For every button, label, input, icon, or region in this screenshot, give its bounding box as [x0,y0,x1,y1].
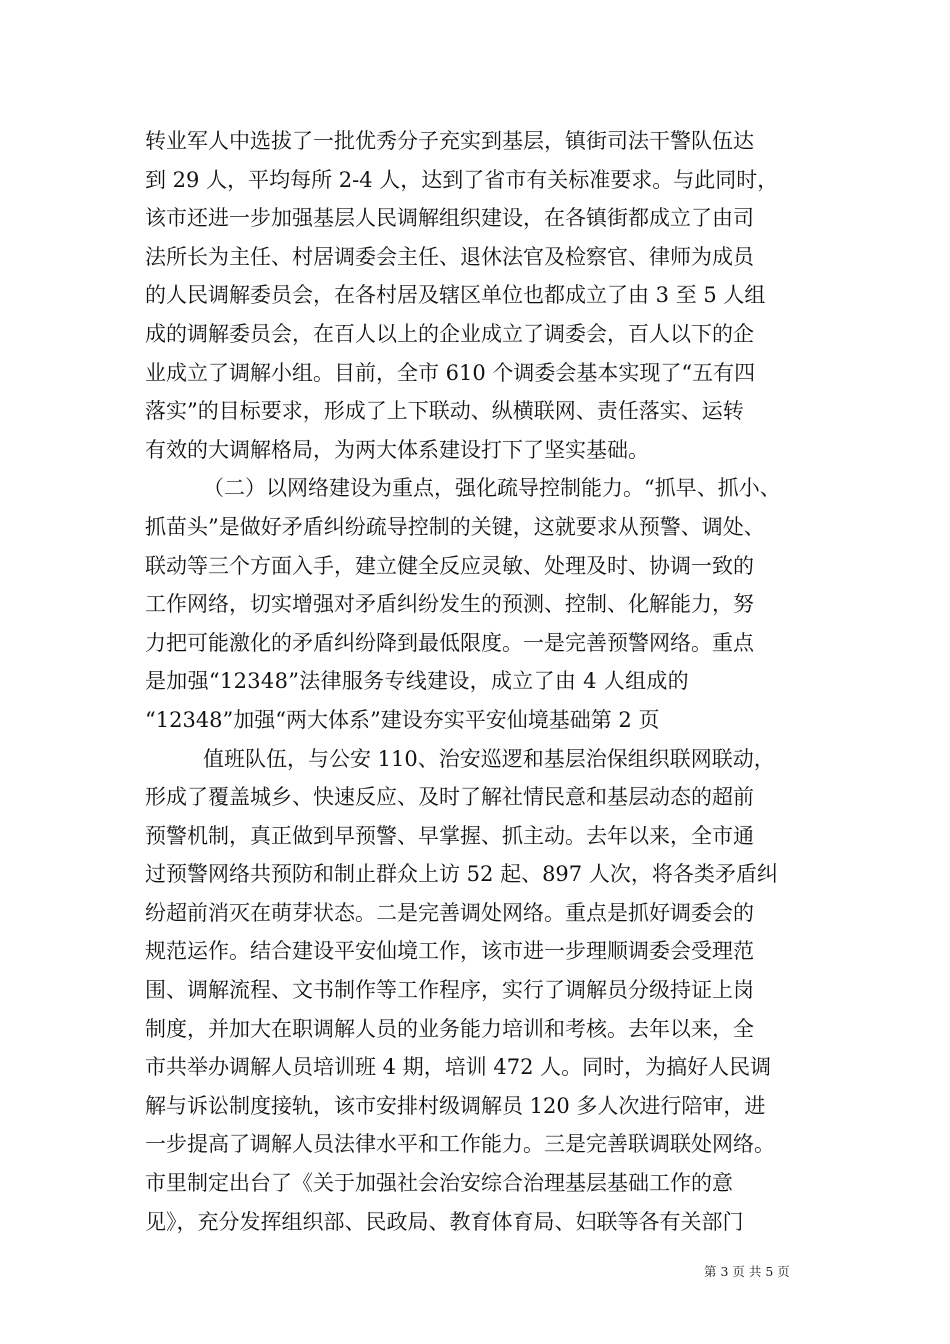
text-line: 围、调解流程、文书制作等工作程序，实行了调解员分级持证上岗 [145,978,754,1003]
body-text [145,122,835,1241]
text-line: 联动等三个方面入手，建立健全反应灵敏、处理及时、协调一致的 [145,553,754,578]
text-line: 转业军人中选拔了一批优秀分子充实到基层，镇街司法干警队伍达 [145,129,754,153]
text-line: 是加强“12348”法律服务专线建设，成立了由 4 人组成的 [145,669,689,694]
text-line: 有效的大调解格局，为两大体系建设打下了坚实基础。 [145,437,649,462]
text-line: 一步提高了调解人员法律水平和工作能力。三是完善联调联处网络。 [145,1132,775,1157]
page-number-footer: 第 3 页 共 5 页 [704,1264,790,1279]
text-line: 工作网络，切实增强对矛盾纠纷发生的预测、控制、化解能力，努 [145,592,754,617]
page-break-title-line: “12348”加强“两大体系”建设夯实平安仙境基础第 2 页 [145,707,660,732]
text-line: 形成了覆盖城乡、快速反应、及时了解社情民意和基层动态的超前 [145,785,754,810]
text-line: 业成立了调解小组。目前，全市 610 个调委会基本实现了“五有四 [145,360,756,385]
text-line: 抓苗头”是做好矛盾纠纷疏导控制的关键，这就要求从预警、调处、 [145,514,765,539]
text-line: 纷超前消灭在萌芽状态。二是完善调处网络。重点是抓好调委会的 [145,900,754,925]
text-line: 成的调解委员会，在百人以上的企业成立了调委会，百人以下的企 [145,321,754,346]
text-line: 规范运作。结合建设平安仙境工作，该市进一步理顺调委会受理范 [145,939,754,964]
text-line: 市共举办调解人员培训班 4 期，培训 472 人。同时，为搞好人民调 [145,1055,772,1080]
text-line: 解与诉讼制度接轨，该市安排村级调解员 120 多人次进行陪审，进 [145,1093,766,1118]
text-line: 的人民调解委员会，在各村居及辖区单位也都成立了由 3 至 5 人组 [145,283,766,308]
text-line: 过预警网络共预防和制止群众上访 52 起、897 人次，将各类矛盾纠 [145,862,778,887]
text-line: 该市还进一步加强基层人民调解组织建设，在各镇街都成立了由司 [145,206,754,231]
text-line: 力把可能激化的矛盾纠纷降到最低限度。一是完善预警网络。重点 [145,630,754,655]
paragraph-start-line: 值班队伍，与公安 110、治安巡逻和基层治保组织联网联动， [203,746,775,771]
text-line: 预警机制，真正做到早预警、早掌握、抓主动。去年以来，全市通 [145,823,754,848]
text-line: 法所长为主任、村居调委会主任、退休法官及检察官、律师为成员 [145,244,754,269]
text-line: 到 29 人，平均每所 2-4 人，达到了省市有关标准要求。与此同时， [145,167,779,192]
text-line: 市里制定出台了《关于加强社会治安综合治理基层基础工作的意 [145,1171,733,1196]
text-line: 落实”的目标要求，形成了上下联动、纵横联网、责任落实、运转 [145,399,744,424]
text-line: 制度，并加大在职调解人员的业务能力培训和考核。去年以来，全 [145,1016,754,1041]
text-line: 见》，充分发挥组织部、民政局、教育体育局、妇联等各有关部门 [145,1209,744,1234]
paragraph-start-line: （二）以网络建设为重点，强化疏导控制能力。“抓早、抓小、 [203,476,781,501]
